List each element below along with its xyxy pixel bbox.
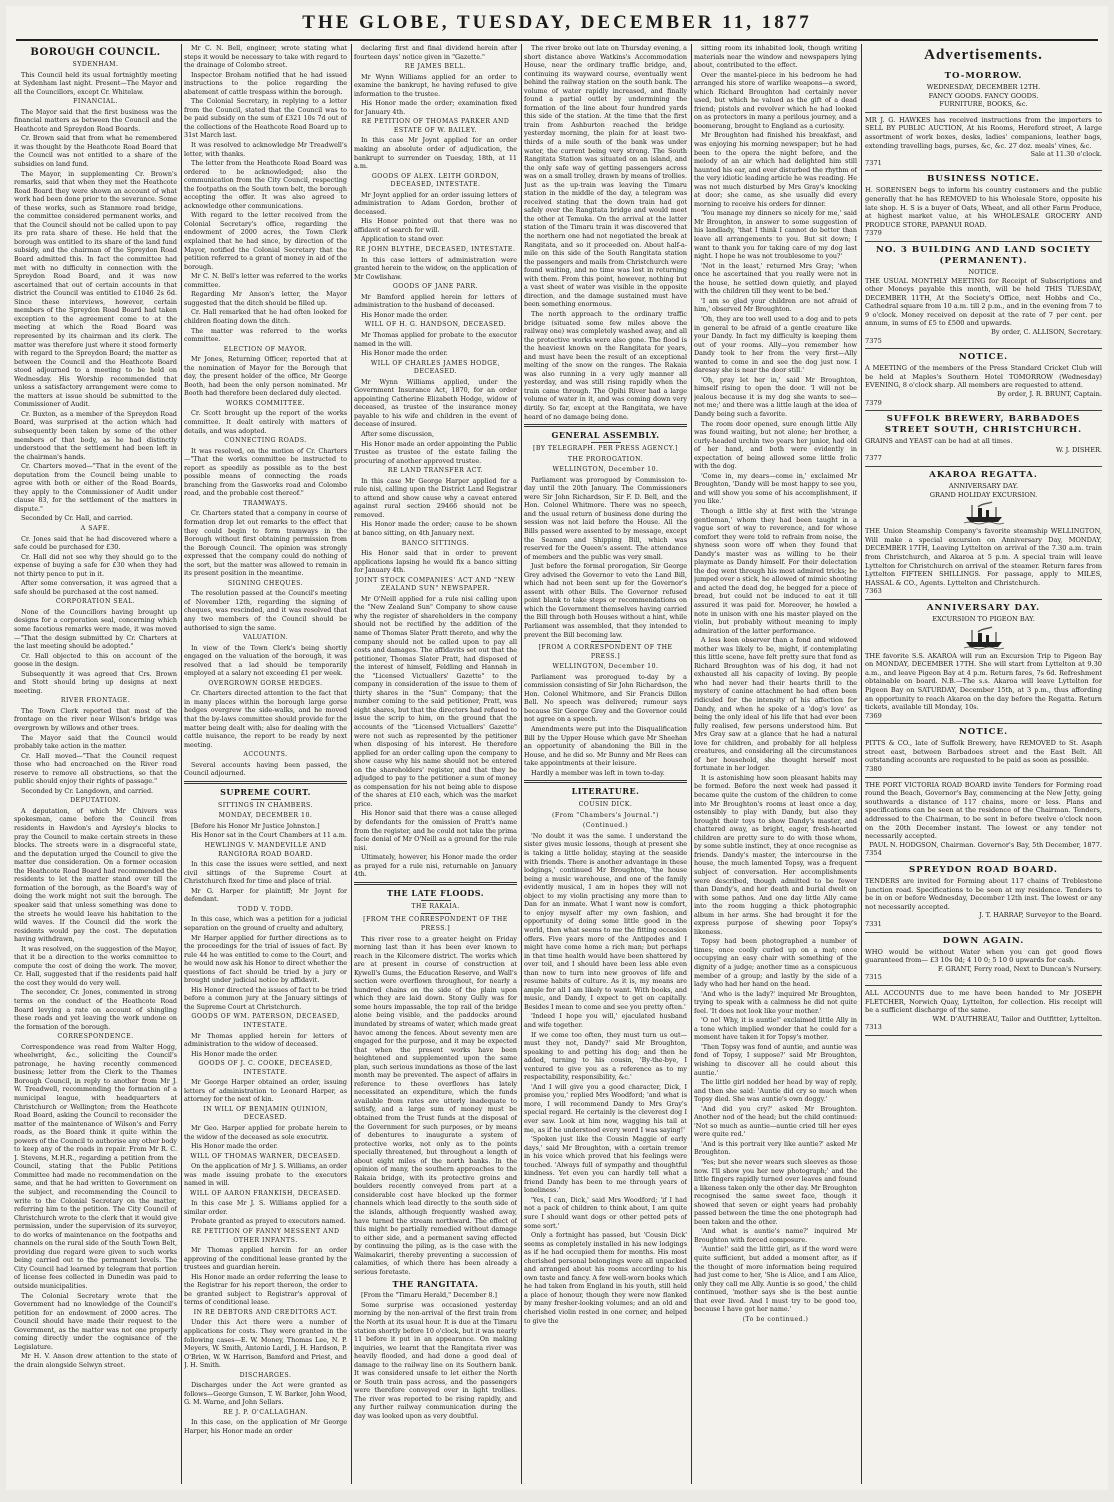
paragraph: 'You manage my dinners so nicely for me,' said Mr Broughton, in answer to some suggestion of his landlady, 'that I think I cannot do better than leave all arrangements to you. But sit down; I want to thank you for taking care of my dog last night. I hope he was not troublesome to you?': [694, 209, 857, 261]
ad-body: MR J. G. HAWKES has received instructions from the importers to SELL BY PUBLIC AUCTION, At his Rooms, Hereford street, A large assortment of work boxes, desks, ladies' companions, leather bags, extending travelling bags, purses, &c, &c. 27 doz. meals' vines, &c.: [865, 115, 1102, 150]
paragraph: Ultimately, however, his Honor made the order as prayed for a rule nisi, returnable on January 4th.: [354, 853, 517, 879]
paragraph: 'And I will give you a good character, Dick, I promise you,' replied Mrs Woodford; 'and what is more, I will recommend Dandy to Mrs Gray's special regard. He certainly is the cleverest dog I ever saw. Look at him now, wagging his tail at me, as if he understood every word I was saying!': [524, 1082, 687, 1134]
column-separator: [861, 44, 862, 1484]
paragraph: The Mayor, in supplementing Cr. Brown's remarks, said that when they met the Heathcote Road Board they were shown an account of what work had been done prior to the severance. Some of these works, such as Stanmore road bridge, the committee considered permanent works, and that the Council should not be called upon to pay its pro rata share of these. He held that the borough was entitled to its share of the land fund subsidy, and the chairman of the Spreydon Road Board admitted this. In fact the committee had met with no difficulty in connection with the Spreydon Road Board, and it was now ascertained that out of certain accounts in that district the Council was entitled to £1046 2s 6d. Since these interviews, however, certain members of the Spreydon Road Board had taken exception to the agreement come to at the meeting at which the Road Board was represented by its chairman and its clerk. The matter was therefore just where it stood formerly with regard to the Spreydon Board; the matter as between the Council and the Heathcote Board stood adjourned to a meeting to be held on Wednesday. His Worship recommended that unless a satisfactory arrangement were come to the matters at issue should be submitted to the Commissioner of Audit.: [14, 169, 177, 409]
paragraph: 'I am so glad your children are not afraid of him,' observed Mr Broughton.: [694, 296, 857, 314]
paragraph: In this case Mr George Harper applied for a rule nisi, calling upon the District Land Registrar to attend and show cause why a caveat entered against rural section 29466 should not be removed.: [354, 476, 517, 519]
paragraph: Cr. Charters stated that a company in course of formation drop let out remarks to the effect that they could begin to form tramways in the Borough without first obtaining permission from the Borough Council. The opinion was strongly expressed that the company could do nothing of the sort, but the matter was allowed to remain in its present position in the meantime.: [184, 509, 347, 578]
subheading: (Continued.): [582, 822, 629, 830]
subheading: MONDAY, DECEMBER 10.: [218, 812, 313, 820]
subheading: (To be continued.): [742, 1315, 809, 1323]
paragraph: Cr. Jones said that he had discovered where a safe could be purchased for £30.: [14, 534, 177, 552]
paragraph: The north approach to the ordinary traffic bridge (situated some few miles above the railway one) was completely washed away, and all the protective works were also gone. The flood is the heaviest known on the Rangitata for years, and must have been the result of an exceptional melting of the snow on the ranges. The Rakaia was also running in a very ugly manner all yesterday, and was still rising rapidly when the train came through. The Opihi River had a large volume of water in it, and was coming down very dirtily. So far, except at the Rangitata, we have heard of no damage being done.: [524, 309, 687, 421]
ad-heading: NOTICE.: [958, 352, 1009, 363]
divider: [421, 913, 451, 914]
ad-number: 7331: [865, 919, 882, 928]
ad-signature: PAUL N. HODGSON, Chairman. Governor's Bay, 5th December, 1877.: [869, 840, 1102, 849]
paragraph: Cr. Hall moved—"That the Council request those who had encroached on the River road reserve to remove all obstructions, so that the public should enjoy their rights of passage.": [14, 751, 177, 786]
paragraph: Mr Broughton had finished his breakfast, and was enjoying his morning newspaper; but he had been to the opera the night before, and the melody of an air which had delighted him still haunted his ear, and ever disturbed the rhythm of the very idiotic leading article he was reading. He was not much disturbed by Mrs Gray's knocking at door; she came, as she usually did every morning to receive his orders for dinner.: [694, 131, 857, 208]
paragraph: His Honor made the order.: [361, 349, 448, 358]
paragraph: This river rose to a greater height on Friday morning last than it has been ever known to reach in the Kilcomere district. The works which are at present in course of construction at Kywell's Gums, the Education Reserve, and Wall's section were overflown throughout, for nearly a hundred chains on the side of the plain upon which they are laid down. Stony Gully was for some hours impassable, the top rail of the bridge alone being visible, and the paddocks around inundated by streams of water, which made great havoc among the fences. About seventy men are engaged for the purpose, and it may be expected that when the present works have been heightened and supplemented upon the same plan, such serious inundations as those of the last month may be prevented. The aspect of affairs in reference to these overflows has lately necessitated an expenditure, which the funds available from rates are utterly inadequate to satisfy, and a large sum of money must be obtained from the Trust funds at the disposal of the Government for such purposes, or by means of debentures to inaugurate a system of protective works, not only as to the points specially threatened, but throughout a length of about eight miles of the north banks. In the opinion of many, the southern approaches to the Rakaia bridge, with its protective groins and boulders recently conveyed from part at a considerable cost have blocked up the former channels which lead directly to the south side of the islands, although frequently washed away, have turned the stream northward. The effect of this might be partially remedied without damage to either side, and a permanent saving effected by continuing the piling, as is the case with the Waimakariri, thereby preventing a succession of calamities, of which there has been already a serious foretaste.: [354, 934, 517, 1276]
paragraph: In this case the issues were settled, and next civil sittings of the Supreme Court at Christchurch fixed for time and place of trial.: [184, 860, 347, 886]
divider: [524, 780, 687, 783]
subheading: IN RE DEBTORS AND CREDITORS ACT.: [193, 1308, 338, 1316]
paragraph: A less keen observer than a fond and widowed mother was likely to be, might, if contemplating this little scene, have felt pretty sure that fond as Richard Broughton was of his dog, it had not exhausted all his capacity of loving. By people who had never had their hearts thrill to the mystery of canine attachment he had often been ridiculed for the intensity of his affection for Dandy, and when he spoke of a 'dog's love' as being the only ideal of his life that had ever been fully realised, few persons understood him. But Mrs Gray saw at a glance that he had a natural love for children, and probably for all helpless creatures, and considering all the circumstances of her household, she thought herself most fortunate in her lodger.: [694, 636, 857, 773]
section-heading: THE LATE FLOODS.: [386, 887, 485, 898]
subheading: TODD V. TODD.: [237, 905, 294, 913]
subheading: WILL OF AARON FRANKISH, DECEASED.: [190, 1189, 341, 1197]
ad-signature: By order, J. R. BRUNT, Captain.: [997, 390, 1102, 399]
divider: [524, 424, 687, 427]
ad-line: GRAND HOLIDAY EXCURSION.: [929, 490, 1038, 499]
paragraph: In this case letters of administration were granted herein to the widow, on the application of Mr Cowlishaw.: [354, 255, 517, 281]
subheading: SITTINGS IN CHAMBERS.: [217, 801, 314, 809]
paragraph: Seconded by Cr. Langdown, and carried.: [21, 786, 154, 795]
paragraph: Mr C. N. Bell's letter was referred to the works committee.: [184, 272, 347, 289]
paragraph: Parliament was prorogued by Commission to-day until the 20th January. The Commissioners were Sir John Richardson, Sir F. D. Bell, and the Hon. Colonel Whitmore. There was no speech, and the usual return of business done during the session was not laid before the House. All the Bills passed were assented to by message, except the Seamen and Shipping Bill, which was reserved for the Queen's assent. The attendance of members and the public was very small.: [524, 475, 687, 561]
ad-body: TENDERS are invited for Forming about 117 chains of Treblestone Junction road. Specifications to be seen at my residence. Tenders to be in on or before Wednesday, December 12th inst. The lowest or any not necessarily accepted.: [865, 877, 1102, 911]
subheading: SYDENHAM.: [72, 61, 119, 68]
advertisement: [865, 933, 1102, 986]
paragraph: Mr Wynn Williams applied, under the Government Insurance Act, 1870, for an order appointing Catherine Elizabeth Hodge, widow of deceased, as trustee of the insurance money payable to his wife and children in the event of decease of insured.: [354, 377, 517, 429]
paragraph: 'Not in the least,' returned Mrs Gray; 'when once he ascertained that you really were not in the house, he settled down quietly, and played with the children till they went to be bed.': [694, 261, 857, 296]
paragraph: The Mayor said that the Council would probably take action in the matter.: [14, 733, 177, 751]
ad-body: A MEETING of the members of the Press Standard Cricket Club will be held at Maples's Southern Hotel TOMORROW (Wednesday) EVENING, 8 o'clock sharp. All members are requested to attend.: [865, 364, 1102, 390]
subheading: GOODS OF ALEX. LEITH GORDON, DECEASED, INTESTATE.: [371, 172, 500, 189]
column-5: [694, 44, 857, 1484]
ad-signature: F. GRANT, Ferry road, Next to Duncan's Nursery.: [937, 964, 1102, 973]
subheading: WELLINGTON, December 10.: [552, 663, 659, 671]
ad-number: 7380: [865, 765, 882, 774]
paragraph: The Town Clerk reported that most of the frontage on the river near Wilson's bridge was overgrown by willows and other trees.: [14, 706, 177, 733]
paragraph: Mr H. V. Anson drew attention to the state of the drain alongside Selwyn street.: [14, 1352, 177, 1369]
ads-title: Advertisements.: [924, 47, 1043, 63]
ad-heading: SPREYDON ROAD BOARD.: [909, 865, 1058, 875]
ad-heading: ANNIVERSARY DAY.: [926, 602, 1041, 613]
subheading: RE JOHN BLYTHE, DECEASED, INTESTATE.: [355, 246, 516, 254]
paragraph: His Honor said that there was a cause alleged by defendants for the omission of Pratt's name from the register, and he could not take the prima facie denial of Mr O'Neill as a ground for the rule nisi.: [354, 809, 517, 852]
paragraph: The seconder, Cr. Jones, commented in strong terms on the conduct of the Heathcote Road Board levying a rate on account of shingling these roads and yet leaving the work undone on the formation of the borough.: [14, 988, 177, 1031]
paragraph: It is astonishing how soon pleasant habits may be formed. Before the next week had passed it became quite the custom of the children to come into Mr Broughton's rooms at least once a day, ostensibly to play with Dandy, but also they brought their toys to show Dandy's master, and chattered away, as bright, eager, fresh-hearted children are pretty sure to do with those whom, by some subtle instinct, they at once recognise as friends. Dandy's master, the intercourse in the house, the much lamented Topsy, was a frequent subject of conversation. Her accomplishments were described, though admitted to be fewer than Dandy's, and her death and burial dwelt on with some pathos. And one day little Ally came into the room hugging a thick photographic album in her arms. She had brought it for the express purpose of shewing poor Topsy's likeness.: [694, 773, 857, 936]
subheading: (From "Chambers's Journal."): [552, 811, 659, 819]
paragraph: Under this Act there were a number of applications for costs. They were granted in the following cases—E. W. Money, Thomas Lee, N. P. Meyers, W. Smith, Antonio Lardi, J. H. Hardson, P. O'Brien, W. W. Harrison, Bamford and Priest, and J. H. Smith.: [184, 1318, 347, 1370]
paragraph: In this case Mr J. S. Williams applied for a similar order.: [184, 1199, 347, 1216]
paragraph: A deputation, of which Mr Chivers was spokesman, came before the Council from residents in Hawdon's and Ayrsley's blocks to pray the Council to make certain streets in these blocks. The streets were in a disgraceful state, and the deputation urged the Council to give the matter due consideration. On a former occasion the Heathcote Road Board had recommended the residents to let the matter stand over till the formation of the borough, as the Board's way of doing the work might not suit the borough. The speaker said that unless something was done to the streets he would leave his habitation to the wild waves. If the Council did the work the residents would pay the cost. The deputation having withdrawn,: [14, 806, 177, 944]
masthead-rule: [16, 39, 1098, 41]
paragraph: Cr. Buxton, as a member of the Spreydon Road Board, was surprised at the action which had subsequently been taken by some of the other members of that body, as he had distinctly understood that the settlement had been left in the chairman's hands.: [14, 409, 177, 461]
paragraph: The Colonial Secretary, in replying to a letter from the Council, stated that the Council was to be paid subsidy on the sum of £321 10s 7d out of the collections of the Heathcote Road Board up to 31st March last.: [184, 97, 347, 140]
paragraph: Cr. Hall remarked that he had often looked for children floating down the ditch.: [184, 308, 347, 325]
subheading: RE PETITION OF THOMAS PARKER AND ESTATE OF W. BAILEY.: [361, 118, 510, 134]
ad-number: 7354: [865, 849, 882, 858]
paragraph: 'O no! Why, it is auntie!' exclaimed little Ally in a tone which implied wonder that he could for a moment have taken it for Topsy's mother.: [694, 1016, 857, 1042]
ad-line: FANCY GOODS. FANCY GOODS.: [928, 91, 1039, 100]
paragraph: Over the mantel-piece in his bedroom he had arranged his store of warlike weapons—a sword, which Richard Broughton had certainly never used, but which he valued as the gift of a dead friend; pistols and revolver which he had looked on as protectors in many a perilous journey, and a boomerang, brought to England as a curiosity.: [694, 70, 857, 130]
paragraph: After some conversation, it was agreed that a safe should be purchased at the cost named.: [14, 579, 177, 596]
subheading: DEPUTATION.: [70, 797, 121, 805]
paragraph: [Before his Honor Mr Justice Johnston.]: [191, 821, 320, 830]
paragraph: His Honor made an order appointing the Public Trustee as trustee of the estate failing the procuring of another approved trustee.: [354, 439, 517, 465]
paragraph: The Colonial Secretary wrote that the Government had no knowledge of the Council's petition for an endowment of 2000 acres. The Council should have made their request to the Government, as the matter was not one properly coming directly under the cognisance of the Legislature.: [14, 1291, 177, 1351]
paragraph: Mr Bamford applied herein for letters of administration to the husband of deceased.: [354, 292, 517, 310]
paragraph: It was resolved, on the motion of Cr. Charters—"That the works committee be instructed to report as speedily as possible as to the best possible means of connecting the roads branching from the Gasworks road and Colombo road, and the probable cost thereof.": [184, 446, 347, 498]
subheading: [FROM A CORRESPONDENT OF THE PRESS.]: [538, 644, 673, 660]
paragraph: The letter from the Heathcote Road Board was ordered to be acknowledged; also the communication from the City Council, respecting the footpaths on the South town belt, the borough accepting the offer. It was also agreed to acknowledge other communications.: [184, 159, 347, 210]
paragraph: It was resolved to acknowledge Mr Treadwell's letter, with thanks.: [184, 141, 347, 158]
paragraph: 'Spoken just like the Cousin Maggie of early days,' said Mr Broughton, with a certain tremor in his voice which proved that his feelings were touched. 'Always full of sympathy and thoughtful kindness. Yet even you can hardly tell what a friend Dandy has been to me through years of loneliness.': [524, 1135, 687, 1195]
section-heading: LITERATURE.: [571, 786, 640, 797]
paragraph: [From the "Timaru Herald," December 8.]: [361, 1291, 497, 1300]
advertisement: [865, 862, 1102, 933]
column-separator: [181, 44, 182, 1484]
column-separator: [351, 44, 352, 1484]
paragraph: 'And is this portrait very like auntie?' asked Mr Broughton.: [694, 1139, 857, 1157]
paragraph: His Honor made the order.: [361, 310, 448, 319]
paragraph: 'And who is the lady?' inquired Mr Broughton, trying to speak with a calmness he did not quite feel. 'It does not look like your mother.': [694, 989, 857, 1015]
steamship-icon: [964, 626, 1004, 650]
paragraph: His Honor made an order referring the lease to the Registrar for his report thereon, the order to be granted subject to Registrar's approval of terms of conditional lease.: [184, 1272, 347, 1307]
subheading: RIVER FRONTAGE.: [60, 697, 131, 705]
divider: [421, 900, 451, 901]
paragraph: This Council held its usual fortnightly meeting at Sydenham last night. Present—The Mayor and all the Councillors, except Cr. Whitelaw.: [14, 70, 177, 96]
paragraph: Just before the formal prorogation, Sir George Grey advised the Governor to veto the Land Bill, which had not been sent up for the Governor's assent with other Bills. The Governor refused point blank to take steps or recommendations on which the Government themselves having carried the Bill through both Houses without a hint, while Parliament was assembled, that they intended to prevent the Bill becoming law.: [524, 562, 687, 639]
subheading: SIGNING CHEQUES.: [227, 579, 304, 587]
ad-body: PITTS & CO., late of Suffolk Brewery, have REMOVED to St. Asaph street east, between Barbadoes street and the East Belt. All outstanding accounts are requested to be paid as soon as possible.: [865, 739, 1102, 765]
paragraph: Seconded by Cr. Hall, and carried.: [21, 514, 133, 523]
ad-number: 7375: [865, 336, 882, 345]
subheading: CORPORATION SEAL.: [55, 598, 136, 606]
ad-body: WHO would be without Water when you can get good flows guaranteed from— £3 10s 0d; 4 10 0; 5 10 0 upwards for cash.: [865, 947, 1102, 965]
ad-body: THE PORT VICTORIA ROAD BOARD invite Tenders for Forming road round the Beach, Governor's Bay, commencing at the New Jetty, going southwards a distance of 117 chains, more or less. Plans and specifications can be seen at the residence of the Chairman. Tenders, addressed to the Chairman, to be sent in before twelve o'clock noon on the 20th December instant. The lowest or any tender not necessarily accepted.: [865, 780, 1102, 841]
paragraph: 'And did you cry?' asked Mr Broughton. Another nod of the head; but the child continued: 'Not so much as auntie—auntie cried till her eyes were quite red.': [694, 1104, 857, 1139]
divider: [354, 882, 517, 885]
advertisement: [865, 724, 1102, 777]
column-separator: [521, 44, 522, 1484]
ad-number: 7315: [865, 973, 882, 982]
paragraph: Mr George Harper obtained an order, issuing letters of administration to Leonard Harper, as attorney for the next of kin.: [184, 1078, 347, 1104]
paragraph: On the application of Mr J. S. Williams, an order was made issuing probate to the executors named in will.: [184, 1162, 347, 1188]
paragraph: Only a fortnight has passed, but 'Cousin Dick' seems as completely installed in his new lodgings as if he had occupied them for months. His most cherished personal belongings were all unpacked and arranged about his rooms according to his own taste and fancy. A few well-worn books which he had taken from England in his youth, still held a place of honour, though they were now flanked by many fresher-looking volumes; and an old and cherished violin rested in one corner, and helped to give the: [524, 1231, 687, 1325]
advertisement: [865, 242, 1102, 349]
paragraph: 'Indeed I hope you will,' ejaculated husband and wife together.: [524, 1012, 687, 1029]
paragraph: Mr Thomas applied herein for letters of administration to the widow of deceased.: [184, 1031, 347, 1049]
subheading: THE RAKAIA.: [411, 902, 460, 910]
paragraph: 'Yes; but she never wears such sleeves as those now. I'll show you her new photograph;' and the little fingers rapidly turned over leaves and found a likeness taken only the other day. Mr Broughton recognised the same sweet face, though it showed that seven or eight years had probably passed between the time the one photograph had been taken and the other.: [694, 1158, 857, 1226]
subheading: CONNECTING ROADS.: [224, 437, 307, 445]
paragraph: In view of the Town Clerk's being shortly engaged on the valuation of the borough, it was resolved that a lad should be temporarily employed at a salary not exceeding £1 per week.: [184, 643, 347, 678]
paragraph: Mr O'Neill applied for a rule nisi calling upon the "New Zealand Sun" Company to show cause why the register of shareholders in the company should not be rectified by the addition of the name of Thomas Slater Pratt thereto, and why the company should not be called upon to pay all costs and damages. The affidavits set out that the petitioner, Thomas Slater Pratt, had disposed of the interest of himself, Feldling and Hannah in the "Licensed Victuallers' Gazette" to the company in consideration of the issue to them of thirty shares in the "Sun" Company; that the number coming to the said petitioner, Pratt, was eight shares, but that the directors had refused to issue the scrip to him, on the ground that the accounts of the "Licensed Victuallers' Gazette" were not such as represented by the petitioner when disposing of his interest. He therefore applied for an order calling upon the company to show cause why his name should not be entered on the shareholders' register, and that they be adjudged to pay to the petitioner a sum of money as compensation for his not being able to dispose of the shares at £10 each, which was the market price.: [354, 594, 517, 808]
ad-line: WEDNESDAY, DECEMBER 12TH.: [926, 83, 1041, 91]
ad-line: EXCURSION TO PIGEON BAY.: [932, 614, 1035, 623]
subheading: HEWLINGS V. MANDEVILLE AND RANGIORA ROAD BOARD.: [204, 842, 327, 858]
subheading: WORKS COMMITTEE.: [225, 399, 306, 407]
ad-body: ALL ACCOUNTS due to me have been handed to Mr JOSEPH FLETCHER, Norwich Quay, Lyttelton, for collection. His receipt will be a sufficient discharge of the same.: [865, 988, 1102, 1015]
section-heading: SUPREME COURT.: [220, 786, 311, 797]
paragraph: Mr Geo. Harper applied for probate herein to the widow of the deceased as sole executrix.: [184, 1123, 347, 1141]
paragraph: Mr Jones, Returning Officer, reported that at the nomination of Mayor for the Borough that day, the present holder of the office, Mr George Booth, had been the only person nominated. Mr Booth had therefore been declared duly elected.: [184, 355, 347, 398]
subheading: GOODS OF WM. PATERSON, DECEASED, INTESTATE.: [191, 1013, 340, 1029]
paragraph: declaring first and final dividend herein after fourteen days' notice given in "Gazette.": [354, 44, 517, 61]
paragraph: Mr C. N. Bell, engineer, wrote stating what steps it would be necessary to take with regard to the drainage of Colombo street.: [184, 44, 347, 70]
ad-signature: W. J. DISHER.: [1055, 445, 1102, 454]
ad-line: FURNITURE, BOOKS, &c.: [939, 100, 1028, 109]
paragraph: Discharges under the Act were granted as follows—George Gunson, T. W. Barker, John Wood, G. M. Warne, and John Sellars.: [184, 1381, 347, 1407]
subheading: ACCOUNTS.: [243, 751, 288, 759]
paragraph: His Honor pointed out that there was no affidavit of search for will.: [354, 217, 517, 234]
ad-heading: DOWN AGAIN.: [942, 935, 1025, 946]
ad-signature: By order, C. ALLISON, Secretary.: [991, 328, 1102, 337]
ad-body: THE Union Steamship Company's favorite steamship WELLINGTON, Will make a special excursion on Anniversary Day, MONDAY, DECEMBER 17TH, Leaving Lyttelton on arrival of the 7.30 a.m. train from Christchurch, and Akaroa at 5 p.m. A special train will leave Lyttelton for Christchurch on arrival of the steamer. Return fares from Lyttelton FIFTEEN SHILLINGS. For passage, apply to MILES, HASSAL & CO., Agents. Lyttelton and Christchurch.: [865, 527, 1102, 587]
ad-body: THE favorite S.S. AKAROA will run an Excursion Trip to Pigeon Bay on MONDAY, DECEMBER 17TH. She will start from Lyttelton at 9.30 a.m., and leave Pigeon Bay at 4 p.m. Return fares, 7s 6d. Refreshment obtainable on board. N.B.—The s.s. Akaroa will leave Lyttelton for Pigeon Bay on SATURDAY, December 15th, at 3 p.m., thus affording an opportunity to reach Akaroa on the day before the Regatta. Return tickets, available till Monday, 10s.: [865, 651, 1102, 712]
paragraph: Parliament was prorogued to-day by a commission consisting of Sir John Richardson, the Hon. Colonel Whitmore, and Sir Francis Dillon Bell. No speech was delivered; rumour says because Sir George Grey and the Governor could not agree on a speech.: [524, 672, 687, 724]
subheading: RE J. P. O'CALLAGHAN.: [223, 1408, 308, 1416]
subheading: WILL OF H. G. HANDSON, DECEASED.: [364, 321, 507, 329]
subheading: [FROM THE CORRESPONDENT OF THE PRESS.]: [363, 916, 508, 932]
paragraph: The river broke out late on Thursday evening, a short distance above Watkins's Accommodation House, near the ordinary traffic bridge, and, continuing its wayward course, eventually went behind the railway station on the south bank. The volume of water rapidly increased, and finally found a partial outlet by undermining the formation of the line about four hundred yards this side of the station. At the time that the first train from Ashburton reached the bridge yesterday morning, the plain for at least two-thirds of a mile south of the bank was under water, the current being very strong. The South Rangitata Station was situated on an island, and the only safe way of getting passengers across was on a small trolley, drawn by means of trollies. Just as the up-train was leaving the Timaru station in the middle of the day, a telegram was received stating that the down train had got safely over the Rangitata bridge and would meet the other at Temuka. On the arrival at the latter station of the Timaru train it was discovered that the northern one had not negotiated the break at Rangitata, and so it proceeded on. About half-a-mile on this side of the South Rangitata station the passengers and mails from Christchurch were found waiting, and no time was lost in returning with them. From this point, however, nothing but a vast sheet of water was visible in the opposite direction, and the damage sustained must have been something enormous.: [524, 44, 687, 309]
paragraph: Mr G. Harper for plaintiff; Mr Joynt for defendant.: [184, 886, 347, 904]
paragraph: 'Oh, pray let her in,' said Mr Broughton, himself rising to open the door. 'I will not be jealous because it is my dog she wants to see—not me;' and there was a little laugh at the idea of Dandy being such a favorite.: [694, 375, 857, 418]
advertisement: [865, 349, 1102, 411]
steamship-icon: [964, 501, 1004, 525]
paragraph: The Mayor said that the first business was the financial matters as between the Council and the Heathcote and Spreydon Road Boards.: [14, 107, 177, 133]
ad-heading: NOTICE.: [958, 727, 1009, 738]
subheading: COUSIN DICK.: [578, 801, 633, 809]
ad-number: 7369: [865, 711, 882, 720]
newspaper-page: [6, 6, 1108, 1490]
paragraph: With regard to the letter received from the Colonial Secretary's office, regarding the endowment of 2000 acres, the Town Clerk explained that he had since, by direction of the Mayor, notified the Colonial Secretary that the petition referred to a grant of money in aid of the borough.: [184, 211, 347, 271]
ad-number: 7371: [865, 158, 882, 167]
advertisement: [865, 113, 1102, 172]
advertisement: [865, 411, 1102, 467]
paragraph: Cr. Charters directed attention to the fact that in many places within the borough large gorse hedges overgrew the side-walks, and he moved that the by-laws committee should provide for the matter being dealt with; also for dealing with the cattle nuisance, the report to be ready by next meeting.: [184, 689, 347, 749]
subheading: CORRESPONDENCE.: [57, 1033, 134, 1041]
subheading: ELECTION OF MAYOR.: [223, 345, 308, 353]
advertisement: [865, 68, 1102, 113]
paragraph: The resolution passed at the Council's meeting of November 12th, regarding the signing of cheques, was rescinded, and it was resolved that any two members of the Council should be authorised to sign the same.: [184, 589, 347, 632]
paragraph: Some surprise was occasioned yesterday morning by the non-arrival of the first train from the North at its usual hour. It is due at the Timaru station shortly before 10 o'clock, but it was nearly 11 before it put in an appearance. On making inquiries, we learnt that the Rangitata river was heavily flooded, and had done a good deal of damage to the railway line on its Southern bank. It was considered unsafe to let either the North or South train pass across, and the passengers were therefore conveyed over in light trollies. The river was reported to be rising rapidly, and any further railway communication during the day was looked upon as very doubtful.: [354, 1300, 517, 1421]
paragraph: It was resolved, on the suggestion of the Mayor, that it be a direction to the works committee to compute the cost of doing the work. The mover, Cr. Hall, suggested that if the residents paid half the cost they would do very well.: [14, 944, 177, 987]
advertisement: [865, 600, 1102, 724]
subheading: RE PETITION OF FANNY MESSENT AND OTHER INFANTS.: [191, 1228, 340, 1244]
paragraph: Probate granted as prayed to executors named.: [191, 1217, 346, 1226]
paragraph: His Honor made the order; cause to be shown at banco sitting, on 4th January next.: [354, 520, 517, 537]
paragraph: 'No doubt it was the same. I understand the sister gives music lessons, though at present she is taking a little holiday, staying at the seaside with friends. There is another advantage in these lodgings,' continued Mr Broughton, 'the house being a music warehouse, and one of the family evidently musical, I am in hopes they will not object to my violin practising any more than to Dan for an inmate. What I want now is comfort, to enjoy myself after my own fashion, and opportunity of doing some little good in the world, then what seems to me the fitting occasion offers. Five years more of the Antipodes and I might have come home a rich man; but perhaps in that time health would have been shattered by over toil, and I should have been less able even than now to turn into new grooves of life and resume habits of culture. As it is, my means are ample for all I am likely to want. With books, and music, and Dandy, I expect to get on capitally. Besides I mean to come and see you pretty often.': [524, 831, 687, 1011]
paragraph: If we come too often, they must turn us out—must they not, Dandy?' said Mr Broughton, speaking to and petting his dog; and then he added, turning to his cousin, 'By-the-bye, I ventured to give you as a reference as to my respectability, responsibility, &c.': [524, 1030, 687, 1082]
paragraph: 'Yes, I can, Dick,' said Mrs Woodford; 'if I had not a pack of children to think about, I am quite sure I should want dogs or other petted pets of some sort.': [524, 1195, 687, 1230]
paragraph: Cr. Scott brought up the report of the works committee. It dealt entirely with matters of details, and was adopted.: [184, 409, 347, 435]
paragraph: Mr Harper applied for further directions as to the proceedings for the trial of issues of fact. By rule 44 he was entitled to come to the Court, and he would now ask his Honor to direct whether the questions of fact should be tried by a jury or brought under judicial notice by affidavit.: [184, 933, 347, 985]
subheading: IN WILL OF BENJAMIN QUINION, DECEASED.: [203, 1105, 328, 1122]
ad-signature: Sale at 11.30 o'clock.: [1030, 150, 1102, 159]
paragraph: In this case, which was a petition for a judicial separation on the ground of cruelty and adultery,: [184, 915, 347, 932]
paragraph: 'Auntie!' said the little girl, as if the word were quite sufficient, but added a moment after, as if the thought of more information being required had just come to her, 'She is Alice, and I am Alice, only they call me Ally. Auntie is so good,' the child continued, 'mother says she is the best auntie that ever lived. And I must try to be good too, because I have got her name.': [694, 1245, 857, 1314]
paragraph: The little girl nodded her head by way of reply, and then she said: 'Auntie did cry so much when Topsy died. She was auntie's own doggy.': [694, 1078, 857, 1104]
paragraph: Mr Thomas applied for probate to the executor named in the will.: [354, 330, 517, 348]
subheading: GOODS OF JANE PARR.: [392, 283, 479, 291]
subheading: WILL OF CHARLES JAMES HODGE, DECEASED.: [370, 359, 501, 376]
paragraph: 'Come in, my dears—come in,' exclaimed Mr Broughton, 'Dandy will be most happy to see you, and will show you some of his accomplishment, if you like.': [694, 471, 857, 506]
paragraph: Several accounts having been passed, the Council adjourned.: [184, 760, 347, 778]
ad-heading: AKAROA REGATTA.: [929, 470, 1038, 480]
paragraph: 'Oh, they are too well used to a dog and to pets in general to be afraid of a gentle creature like your Dandy. In fact my difficulty is keeping them out of your rooms. Ally—you remember how Dandy took to her from the very first—Ally wanted to come in and see the dog just now. I daresay she is near the door still.': [694, 314, 857, 375]
paragraph: 'Then Topsy was fond of auntie, and auntie was fond of Topsy, I suppose?' said Mr Broughton, wishing to discover all he could about this auntie.': [694, 1042, 857, 1077]
divider: [591, 442, 621, 443]
paragraph: His Honor made the order.: [191, 1142, 278, 1151]
paragraph: The matter was referred to the works committee.: [184, 326, 347, 344]
subheading: RE JAMES BELL.: [404, 63, 467, 71]
paragraph: Subsequently it was agreed that Crs. Brown and Stott should bring up designs at next meeting.: [14, 669, 177, 695]
paragraph: Topsy had been photographed a number of times; once coolly curled up on a mat; once occupying an easy chair with something of the dignity of a judge; another time as a conspicuous member of a group; and lastly by the side of a lady who had her hand on the head.: [694, 937, 857, 989]
subheading: BANCO SITTINGS.: [401, 539, 470, 547]
subheading: TRAMWAYS.: [243, 499, 288, 507]
column-1: [14, 44, 177, 1484]
paragraph: His Honor said that in order to prevent applications lapsing he would fix a banco sitting for January 4th.: [354, 549, 517, 575]
ad-heading: SUFFOLK BREWERY, BARBADOES STREET SOUTH, CHRISTCHURCH.: [884, 414, 1083, 436]
paragraph: Correspondence was read from Walter Hogg, wheelwright, &c., soliciting the Council's patronage, he having recently commenced business; letter from the Clerk to the Thames Borough Council, in reply to another from Mr J. W. Treadwell, recommending the formation of a municipal league, with headquarters at Christchurch or Wellington; from the Heathcote Road Board, asking the Council to reconsider the matter of the maintenance of Wilson's and Ferry roads, as the Board think it quite within the powers of the Council to authorise any other body to keep any of the roads in repair. From Mr R. C. J. Stevens, M.H.R., regarding a petition from the Council, stating that the Public Petitions Committee had made no recommendation on the same, and that he had written to Government on the subject, and recommending the Council to write to the Colonial Secretary on the matter, referring him to the petition. The City Council of Christchurch wrote to the clerk that it would give permission, under the supervision of its surveyor, to do works of maintenance on the footpaths and channels on the rural side of the South Town Belt, providing due regard were given to such works being carried out to the permanent levels. The City Council had learned by telegram that portion of license fees collected in Dunedin was paid to outside municipalities.: [14, 1042, 177, 1291]
section-heading: THE RANGITATA.: [392, 1279, 479, 1290]
ad-line: ANNIVERSARY DAY.: [948, 482, 1019, 490]
paragraph: Regarding Mr Anson's letter, the Mayor suggested that the ditch should be filled up.: [184, 290, 347, 307]
ad-heading: NO. 3 BUILDING AND LAND SOCIETY (PERMANENT).: [876, 244, 1091, 266]
column-2: [184, 44, 347, 1484]
ad-number: 7313: [865, 1023, 882, 1032]
subheading: [BY TELEGRAPH. PER PRESS AGENCY.]: [533, 445, 678, 453]
paragraph: His Honor made the order; examination fixed for January 4th.: [354, 99, 517, 116]
paragraph: sitting room its inhabited look, though writing materials near the window and newspapers lying about, contributed to the effect.: [694, 44, 857, 70]
ad-number: 7363: [865, 587, 882, 596]
ad-signature: J. T. HARRAP, Surveyor to the Board.: [979, 911, 1102, 920]
paragraph: Though a little shy at first with the 'strange gentleman,' whom they had been taught in a vague sort of way to reverence, and for whose comfort they were told to refrain from noise, the shyness soon wore off when they found that Dandy's master was as willing to be their playmate as Dandy himself. For their delectation the dog went through his most admired tricks; he jumped over a stick, he allowed of mimic shooting and acted the dead dog, he begged for a piece of bread, but could not be induced to eat it till assured it was paid for. Moreover, he howled a note in unison with one his master played on the violin, but probably without meaning to imply admiration of the latter performance.: [694, 506, 857, 635]
divider: [184, 781, 347, 784]
subheading: RE LAND TRANSFER ACT.: [387, 467, 484, 475]
subheading: A SAFE.: [80, 524, 111, 532]
paragraph: Inspector Broham notified that he had issued instructions to the police regarding the abatement of cattle trespass within the borough.: [184, 70, 347, 96]
divider: [591, 641, 621, 642]
subheading: THE PROROGATION.: [567, 455, 644, 463]
subheading: WILL OF THOMAS WARNER, DECEASED.: [190, 1152, 341, 1160]
column-separator: [691, 44, 692, 1484]
paragraph: 'And what is auntie's name?' inquired Mr Broughton with forced composure.: [694, 1227, 857, 1244]
ad-number: 7379: [865, 398, 882, 407]
paragraph: Cr. Brown said that from what he remembered it was thought by the Heathcote Road Board that the Council was not entitled to a share of the subsidies on land fund.: [14, 134, 177, 169]
paragraph: After some discussion,: [361, 429, 435, 438]
paragraph: Mr Joynt applied for an order issuing letters of administration to Adam Gordon, brother of deceased.: [354, 190, 517, 216]
subheading: DISCHARGES.: [239, 1371, 292, 1379]
ad-number: 7377: [865, 454, 882, 463]
subheading: GOODS OF J. C. COOKE, DECEASED, INTESTATE.: [198, 1060, 333, 1076]
paragraph: His Honor directed the issues of fact to be tried before a common jury at the January sittings of the Supreme Court at Christchurch.: [184, 985, 347, 1011]
ad-body: H. SORENSEN begs to inform his country customers and the public generally that he has REMOVED to his Wholesale Store, opposite his late shop. H. S is a buyer of Oats, Wheat, and all other Farm Produce, at highest market value, at his WHOLESALE GROCERY AND PRODUCE STORE, PAPANUI ROAD.: [865, 186, 1102, 229]
ad-heading: TO-MORROW.: [944, 71, 1023, 81]
paragraph: The room door opened, sure enough little Ally was found waiting, but not alone; her brother, a curly-headed urchin two years her junior, had old of her hand, and both were evidently in expectation of being allowed some little frolic with the dog.: [694, 419, 857, 471]
paragraph: In this case Mr Joynt applied for an order making an absolute order of adjudication, the bankrupt to surrender on Tuesday, 18th, at 11 a.m.: [354, 136, 517, 171]
ad-heading: BUSINESS NOTICE.: [927, 174, 1040, 185]
paragraph: Hardly a member was left in town to-day.: [531, 768, 665, 777]
advertisement: [865, 467, 1102, 600]
ad-body: GRAINS and YEAST can be had at all times.: [865, 437, 1013, 446]
masthead: THE GLOBE, TUESDAY, DECEMBER 11, 1877: [302, 12, 812, 33]
paragraph: Cr. Charters moved—"That in the event of the deputation from the Council being unable to agree with both or either of the Road Boards, they apply to the Commissioner of Audit under clause 83, for the settlement of the matters in dispute.": [14, 462, 177, 513]
advertisement: [865, 986, 1102, 1036]
paragraph: Mr Wynn Williams applied for an order to examine the bankrupt, he having refused to give information to the trustee.: [354, 72, 517, 98]
subheading: OVERGROWN GORSE HEDGES.: [208, 679, 323, 687]
paragraph: None of the Councillors having brought up designs for a corporation seal, concerning which some facetious remarks were made, it was moved—"That the design submitted by Cr. Charters at the last meeting should be adopted.": [14, 607, 177, 651]
paragraph: His Honor made the order.: [191, 1049, 278, 1058]
paragraph: Mr Thomas applied herein for an order approving of the conditional lease granted by the trustees and guardian herein.: [184, 1246, 347, 1272]
paragraph: Cr. Hall did not see why they should go to the expense of buying a safe for £30 when they had not thirty pence to put in it.: [14, 552, 177, 578]
ad-body: THE USUAL MONTHLY MEETING for Receipt of Subscriptions and other Moneys payable this month, will be held THIS TUESDAY, DECEMBER 11TH, At the Society's Office, next Hobbs and Co., Cathedral square from 10 a.m. till 2 p.m., and in the evening from 7 to 9 o'clock. Money received on deposit at the rate of 7 per cent. per annum, in sums of £5 to £500 and upwards.: [865, 276, 1102, 328]
subheading: VALUATION.: [242, 634, 289, 642]
paragraph: Amendments were put into the Disqualification Bill by the Upper House which gave Mr Sheehan an opportunity of abandoning the Bill in the House, and he did so. Mr Bunny and Mr Rees can take appointments at their leisure.: [524, 725, 687, 768]
ad-signature: WM. D'AUTHREAU, Tailor and Outfitter, Lyttelton.: [932, 1014, 1102, 1023]
subheading: WELLINGTON, December 10.: [552, 466, 659, 474]
paragraph: His Honor sat in the Court Chambers at 11 a.m.: [191, 831, 347, 840]
divider: [591, 798, 621, 799]
section-heading: GENERAL ASSEMBLY.: [551, 430, 660, 441]
subheading: JOINT STOCK COMPANIES' ACT AND "NEW ZEALAND SUN" NEWSPAPER.: [355, 576, 516, 593]
column-4: [524, 44, 687, 1484]
paragraph: Application to stand over.: [361, 235, 444, 244]
ad-number: 7379: [865, 229, 882, 238]
divider: [251, 799, 281, 800]
paragraph: In this case, on the application of Mr George Harper, his Honor made an order: [184, 1418, 347, 1436]
advertisements-column: [865, 44, 1102, 1484]
subheading: FINANCIAL.: [73, 98, 118, 106]
paragraph: Cr. Hall objected to this on account of the goose in the design.: [14, 651, 177, 669]
advertisement: [865, 778, 1102, 862]
ad-subheading: NOTICE.: [968, 267, 999, 276]
advertisement: [865, 171, 1102, 242]
column-3: [354, 44, 517, 1484]
section-heading: BOROUGH COUNCIL.: [30, 47, 161, 58]
